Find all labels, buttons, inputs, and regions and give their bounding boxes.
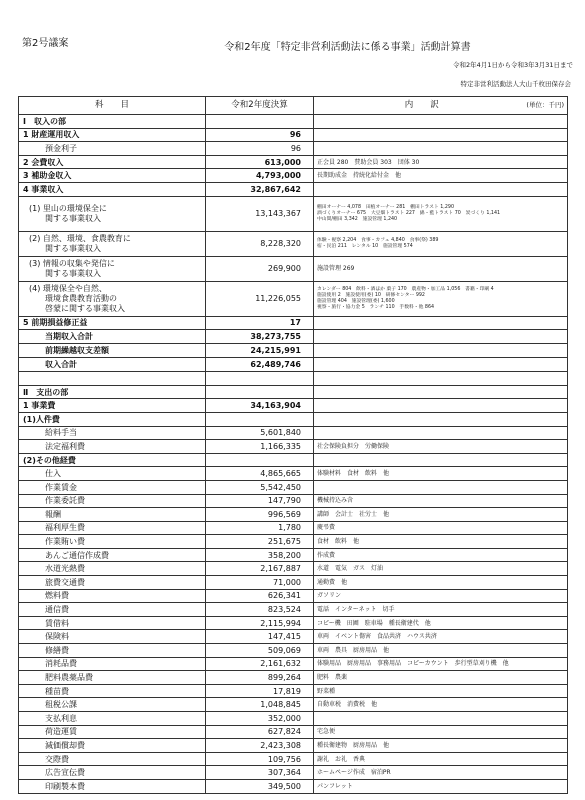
- table-row: [19, 671, 568, 685]
- row-detail: 体験・視察 2,204 食事・カフェ 4,840 食事(祭) 389 宿・民泊 211 レンタル 10 施設管理 574: [314, 231, 568, 256]
- row-subject: 3 補助金収入: [19, 169, 206, 183]
- row-detail: [314, 316, 568, 330]
- row-detail: [314, 372, 568, 386]
- row-detail: パンフレット: [314, 779, 568, 793]
- row-amount: [206, 453, 314, 467]
- table-row: [19, 779, 568, 793]
- table-row: [19, 385, 568, 399]
- row-subject: (4) 環境保全や自然、 環境食農教育活動の 啓蒙に関する事業収入: [19, 281, 206, 316]
- table-row: [19, 330, 568, 344]
- row-subject: 報酬: [19, 508, 206, 522]
- table-row: [19, 281, 568, 316]
- row-amount: 1,048,845: [206, 698, 314, 712]
- row-detail: 電話 インターネット 切手: [314, 603, 568, 617]
- row-subject: 減価償却費: [19, 739, 206, 753]
- row-detail: 棚田オーナー 4,078 田植オーナー 281 棚田トラスト 1,290 酒づくりオーナー 675 大豆畑トラスト 227 綿・藍トラスト 70 炭づくり 1,141 中山間/棚田 3,342 施設管理 1,240: [314, 196, 568, 231]
- row-subject: 法定福利費: [19, 440, 206, 454]
- row-detail: 種長衛建物 厨房用品 他: [314, 739, 568, 753]
- row-subject: (2)その他経費: [19, 453, 206, 467]
- document-title: [0, 38, 585, 53]
- row-subject: (3) 情報の収集や発信に 関する事業収入: [19, 256, 206, 281]
- row-subject: 収入合計: [19, 358, 206, 372]
- table-row: [19, 576, 568, 590]
- table-row: [19, 256, 568, 281]
- row-amount: 627,824: [206, 725, 314, 739]
- table-row: [19, 372, 568, 386]
- row-detail: [314, 330, 568, 344]
- row-amount: 38,273,755: [206, 330, 314, 344]
- table-row: [19, 412, 568, 426]
- table-row: [19, 725, 568, 739]
- table-row: [19, 712, 568, 726]
- table-row: [19, 562, 568, 576]
- table-row: [19, 440, 568, 454]
- row-detail: 車両 イベント傷害 食品共済 ハウス共済: [314, 630, 568, 644]
- table-row: [19, 426, 568, 440]
- row-amount: 996,569: [206, 508, 314, 522]
- row-detail: コピー機 田圃 駐車場 種長衛建代 他: [314, 616, 568, 630]
- row-amount: 899,264: [206, 671, 314, 685]
- row-detail: 水道 電気 ガス 灯油: [314, 562, 568, 576]
- table-row: [19, 169, 568, 183]
- table-row: [19, 630, 568, 644]
- table-row: [19, 453, 568, 467]
- table-row: [19, 494, 568, 508]
- column-header-amount: 令和2年度決算: [206, 97, 314, 115]
- row-subject: 印刷製本費: [19, 779, 206, 793]
- row-subject: 荷造運賃: [19, 725, 206, 739]
- row-subject: 消耗品費: [19, 657, 206, 671]
- column-header-detail: [314, 97, 568, 115]
- row-amount: 2,423,308: [206, 739, 314, 753]
- row-subject: 4 事業収入: [19, 182, 206, 196]
- row-detail: 野菜種: [314, 684, 568, 698]
- row-detail: 機械持込み含: [314, 494, 568, 508]
- row-detail: [314, 344, 568, 358]
- row-amount: [206, 385, 314, 399]
- row-subject: 預金利子: [19, 142, 206, 156]
- row-amount: 307,364: [206, 766, 314, 780]
- unit-label: (単位：千円): [526, 101, 564, 109]
- row-detail: [314, 115, 568, 129]
- row-detail: 肥料 農薬: [314, 671, 568, 685]
- row-detail: 正会員 280 賛助会員 303 団体 30: [314, 155, 568, 169]
- row-amount: 349,500: [206, 779, 314, 793]
- row-amount: [206, 115, 314, 129]
- row-amount: 17,819: [206, 684, 314, 698]
- table-row: [19, 603, 568, 617]
- table-row: [19, 739, 568, 753]
- row-amount: 34,163,904: [206, 399, 314, 413]
- table-row: [19, 182, 568, 196]
- row-detail: [314, 128, 568, 142]
- table-row: [19, 644, 568, 658]
- row-amount: 109,756: [206, 752, 314, 766]
- row-subject: 広告宣伝費: [19, 766, 206, 780]
- row-subject: 1 財産運用収入: [19, 128, 206, 142]
- table-row: [19, 752, 568, 766]
- row-amount: 13,143,367: [206, 196, 314, 231]
- row-amount: 613,000: [206, 155, 314, 169]
- row-amount: 147,415: [206, 630, 314, 644]
- activity-statement-table: [18, 96, 568, 794]
- row-detail: [314, 712, 568, 726]
- row-detail: [314, 182, 568, 196]
- row-detail: ホームページ作成 宿泊PR: [314, 766, 568, 780]
- organization-name: 特定非営利活動法人大山千枚田保存会: [460, 80, 571, 88]
- row-detail: [314, 385, 568, 399]
- table-row: [19, 521, 568, 535]
- row-subject: 種苗費: [19, 684, 206, 698]
- row-subject: Ⅱ 支出の部: [19, 385, 206, 399]
- row-amount: 626,341: [206, 589, 314, 603]
- table-row: [19, 684, 568, 698]
- row-amount: 96: [206, 128, 314, 142]
- row-detail: 講師 会計士 社労士 他: [314, 508, 568, 522]
- row-subject: 燃料費: [19, 589, 206, 603]
- row-detail: 作成費: [314, 548, 568, 562]
- table-row: [19, 115, 568, 129]
- row-detail: [314, 453, 568, 467]
- row-detail: 体験材料 食材 飲料 他: [314, 467, 568, 481]
- row-subject: 支払利息: [19, 712, 206, 726]
- row-amount: 5,542,450: [206, 480, 314, 494]
- row-detail: 長期助成金 持続化給付金 他: [314, 169, 568, 183]
- table-row: [19, 698, 568, 712]
- row-subject: 作業賃金: [19, 480, 206, 494]
- row-amount: 8,228,320: [206, 231, 314, 256]
- table-row: [19, 358, 568, 372]
- row-subject: 肥料農薬品費: [19, 671, 206, 685]
- row-subject: 福利厚生費: [19, 521, 206, 535]
- row-subject: 作業委託費: [19, 494, 206, 508]
- row-amount: 352,000: [206, 712, 314, 726]
- table-row: [19, 589, 568, 603]
- row-subject: 5 前期損益修正益: [19, 316, 206, 330]
- row-amount: 358,200: [206, 548, 314, 562]
- row-amount: 5,601,840: [206, 426, 314, 440]
- row-amount: 2,115,994: [206, 616, 314, 630]
- row-amount: [206, 412, 314, 426]
- row-detail: [314, 399, 568, 413]
- row-subject: 前期繰越収支差額: [19, 344, 206, 358]
- row-subject: 作業賄い費: [19, 535, 206, 549]
- table-row: [19, 616, 568, 630]
- row-detail: ガソリン: [314, 589, 568, 603]
- row-subject: 1 事業費: [19, 399, 206, 413]
- row-subject: 修繕費: [19, 644, 206, 658]
- row-detail: [314, 480, 568, 494]
- table-row: [19, 142, 568, 156]
- table-row: [19, 128, 568, 142]
- row-amount: 2,161,632: [206, 657, 314, 671]
- row-amount: 4,793,000: [206, 169, 314, 183]
- row-detail: 社会保険負担分 労働保険: [314, 440, 568, 454]
- table-row: [19, 467, 568, 481]
- row-amount: 2,167,887: [206, 562, 314, 576]
- row-subject: 給料手当: [19, 426, 206, 440]
- table-header-row: [19, 97, 568, 115]
- row-subject: [19, 372, 206, 386]
- row-amount: 251,675: [206, 535, 314, 549]
- row-amount: 32,867,642: [206, 182, 314, 196]
- column-header-detail-label: 内 訳: [404, 100, 439, 110]
- row-subject: 租税公課: [19, 698, 206, 712]
- row-subject: (2) 自然、環境、食農教育に 関する事業収入: [19, 231, 206, 256]
- table-row: [19, 399, 568, 413]
- row-amount: 17: [206, 316, 314, 330]
- row-detail: 通勤費 他: [314, 576, 568, 590]
- table-row: [19, 508, 568, 522]
- row-detail: 食材 飲料 他: [314, 535, 568, 549]
- table-row: [19, 316, 568, 330]
- row-subject: あんご通信作成費: [19, 548, 206, 562]
- row-detail: 体験用品 厨房用品 事務用品 コピーカウント 歩行型草刈り機 他: [314, 657, 568, 671]
- row-amount: 62,489,746: [206, 358, 314, 372]
- row-amount: 1,166,335: [206, 440, 314, 454]
- table-row: [19, 657, 568, 671]
- row-amount: 823,524: [206, 603, 314, 617]
- row-subject: 2 会費収入: [19, 155, 206, 169]
- row-amount: 11,226,055: [206, 281, 314, 316]
- table-row: [19, 548, 568, 562]
- row-amount: 147,790: [206, 494, 314, 508]
- row-subject: 保険料: [19, 630, 206, 644]
- table-row: [19, 155, 568, 169]
- row-detail: 慶弔費: [314, 521, 568, 535]
- row-subject: (1)人件費: [19, 412, 206, 426]
- table-row: [19, 766, 568, 780]
- row-amount: 509,069: [206, 644, 314, 658]
- row-detail: [314, 412, 568, 426]
- document-number: 第2号議案: [22, 38, 69, 49]
- row-subject: 交際費: [19, 752, 206, 766]
- row-subject: (1) 里山の環境保全に 関する事業収入: [19, 196, 206, 231]
- row-subject: 賃借料: [19, 616, 206, 630]
- row-amount: [206, 372, 314, 386]
- row-amount: 269,900: [206, 256, 314, 281]
- table-row: [19, 196, 568, 231]
- row-detail: 宅急便: [314, 725, 568, 739]
- fiscal-period: 令和2年4月1日から令和3年3月31日まで: [453, 61, 573, 69]
- row-subject: 水道光熱費: [19, 562, 206, 576]
- row-subject: Ⅰ 収入の部: [19, 115, 206, 129]
- row-amount: 71,000: [206, 576, 314, 590]
- row-subject: 旅費交通費: [19, 576, 206, 590]
- row-detail: [314, 358, 568, 372]
- row-amount: 1,780: [206, 521, 314, 535]
- row-detail: [314, 426, 568, 440]
- table-row: [19, 344, 568, 358]
- row-detail: カレンダー 804 飲料・酒ほか 菓子 170 農産物・加工品 1,056 書籍・印刷 4 施設使用 2 施設使用(委) 10 研修センター 992 施設管理 404 施設管理(委) 1,600 視察・旅行・協力金 5 ランチ 110 手数料・他 864: [314, 281, 568, 316]
- row-detail: 謝礼 お礼 香典: [314, 752, 568, 766]
- table-row: [19, 535, 568, 549]
- row-subject: 通信費: [19, 603, 206, 617]
- row-amount: 4,865,665: [206, 467, 314, 481]
- column-header-subject: 科 目: [19, 97, 206, 115]
- table-body: [19, 115, 568, 794]
- row-detail: [314, 142, 568, 156]
- row-detail: 自動車税 消費税 他: [314, 698, 568, 712]
- row-amount: 24,215,991: [206, 344, 314, 358]
- table-row: [19, 480, 568, 494]
- row-detail: 施設管理 269: [314, 256, 568, 281]
- row-subject: 仕入: [19, 467, 206, 481]
- row-subject: 当期収入合計: [19, 330, 206, 344]
- row-detail: 車両 農具 厨房用品 他: [314, 644, 568, 658]
- table-row: [19, 231, 568, 256]
- document-title-text: 令和2年度「特定非営利活動法に係る事業」活動計算書: [224, 42, 471, 53]
- row-amount: 96: [206, 142, 314, 156]
